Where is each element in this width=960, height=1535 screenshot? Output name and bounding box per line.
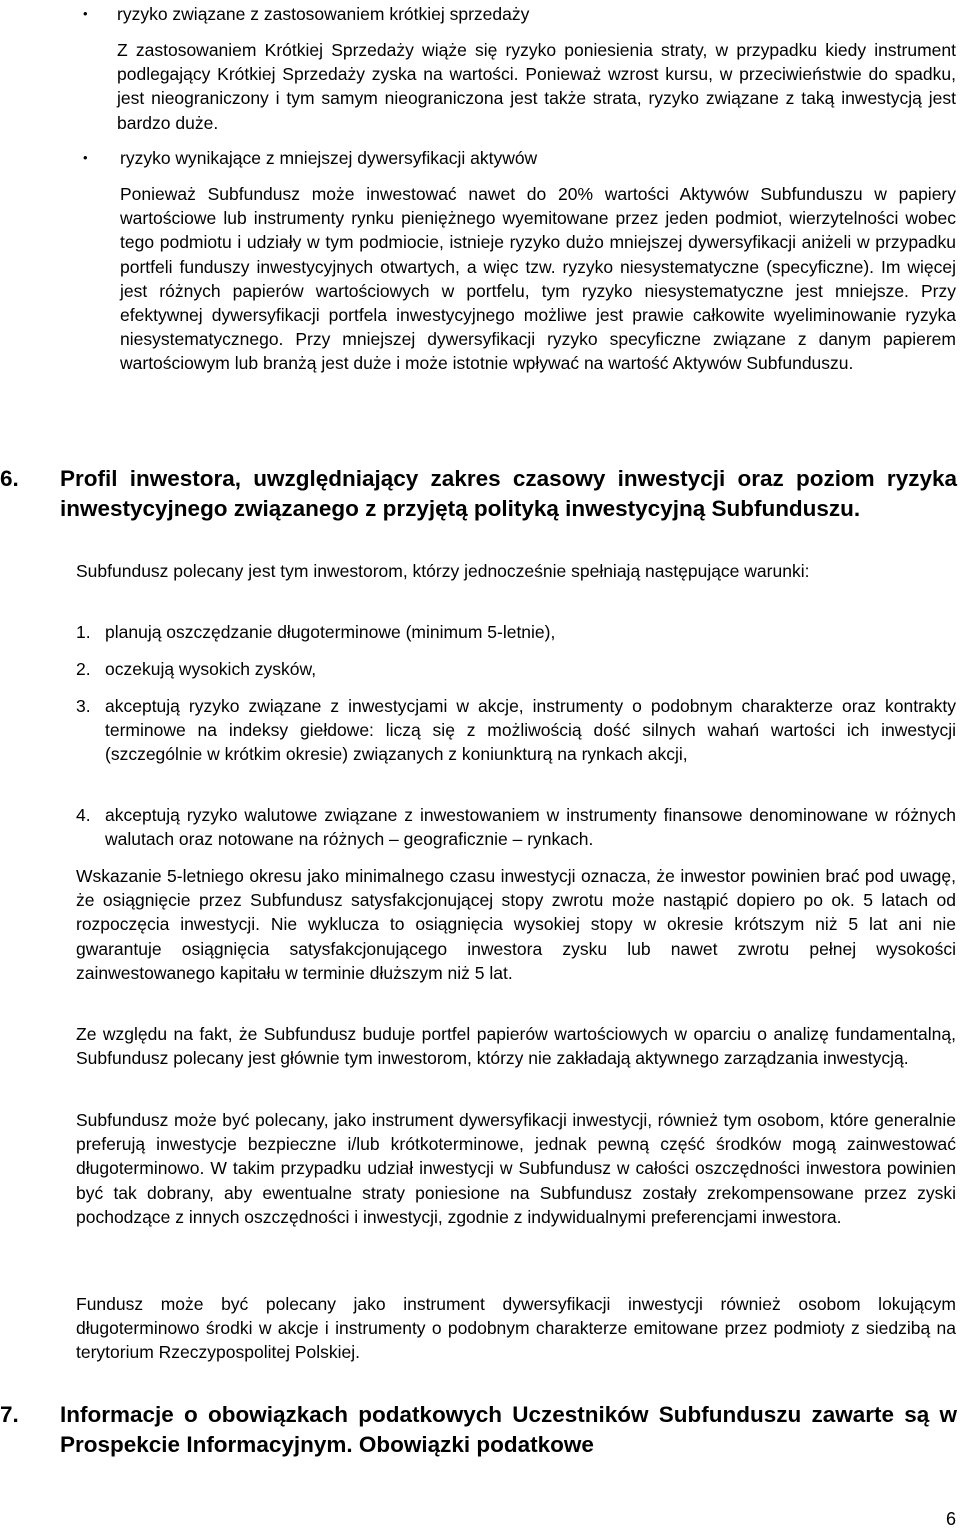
risk-description: Ponieważ Subfundusz może inwestować nawet do 20% wartości Aktywów Subfunduszu w papiery wartościowe lub instrumenty rynku pieniężnego wyemitowane przez jeden podmiot, wierzytelności wobec tego podmiotu i udziały w tym podmiocie, istnieje ryzyko dużo mniejszej dywersyfikacji aniżeli w przypadku portfeli funduszy inwestycyjnych otwartych, a więc tzw. ryzyko niesystematyczne (specyficzne). Im więcej jest różnych papierów wartościowych w portfelu, tym ryzyko niesystematyczne jest mniejsze. Przy efektywnej dywersyfikacji portfela inwestycyjnego możliwe jest prawie całkowite wyeliminowanie ryzyka niesystematycznego. Przy mniejszej dywersyfikacji ryzyko specyficzne związane z danym papierem wartościowym lub branżą jest duże i może istotnie wpływać na wartość Aktywów Subfunduszu. bbox=[120, 184, 956, 374]
list-number: 2. bbox=[76, 659, 91, 679]
section-title: Informacje o obowiązkach podatkowych Uczestników Subfunduszu zawarte są w Prospekcie Informacyjnym. Obowiązki podatkowe bbox=[60, 1402, 957, 1457]
list-number: 3. bbox=[76, 696, 91, 716]
section-number: 7. bbox=[0, 1402, 19, 1427]
section-number: 6. bbox=[0, 466, 19, 491]
paragraph: Ze względu na fakt, że Subfundusz buduje portfel papierów wartościowych w oparciu o analizę fundamentalną, Subfundusz polecany jest głównie tym inwestorom, którzy nie zakładają aktywnego zarządzania inwestycją. bbox=[76, 1024, 956, 1069]
list-text: oczekują wysokich zysków, bbox=[105, 659, 317, 679]
page-number: 6 bbox=[945, 1508, 956, 1529]
risk-title: ryzyko związane z zastosowaniem krótkiej sprzedaży bbox=[117, 4, 530, 24]
bullet-icon: • bbox=[83, 6, 88, 21]
list-number: 4. bbox=[76, 805, 91, 825]
list-text: akceptują ryzyko związane z inwestycjami w akcje, instrumenty o podobnym charakterze oraz kontrakty terminowe na indeksy giełdowe: liczą się z możliwością dość silnych wahań wartości ich inwestycji (szczególnie w krótkim okresie) związanych z koniunkturą na rynkach akcji, bbox=[105, 696, 956, 765]
list-number: 1. bbox=[76, 622, 91, 642]
list-text: planują oszczędzanie długoterminowe (minimum 5-letnie), bbox=[105, 622, 556, 642]
list-text: akceptują ryzyko walutowe związane z inwestowaniem w instrumenty finansowe denominowane w różnych walutach oraz notowane na różnych – geograficznie – rynkach. bbox=[105, 805, 956, 850]
paragraph: Fundusz może być polecany jako instrument dywersyfikacji inwestycji również osobom lokującym długoterminowo środki w akcje i instrumenty o podobnym charakterze emitowane przez podmioty z siedzibą na terytorium Rzeczypospolitej Polskiej. bbox=[76, 1294, 956, 1363]
paragraph: Wskazanie 5-letniego okresu jako minimalnego czasu inwestycji oznacza, że inwestor powinien brać pod uwagę, że osiągnięcie przez Subfundusz satysfakcjonującej stopy zwrotu może nastąpić dopiero po ok. 5 latach od rozpoczęcia inwestycji. Nie wyklucza to osiągnięcia wysokiej stopy w okresie krótszym niż 5 lat ani nie gwarantuje osiągnięcia satysfakcjonującego inwestora zysku lub nawet zwrotu pełnej wysokości zainwestowanego kapitału w terminie dłuższym niż 5 lat. bbox=[76, 866, 956, 983]
bullet-icon: • bbox=[83, 150, 88, 165]
paragraph: Subfundusz może być polecany, jako instrument dywersyfikacji inwestycji, również tym osobom, które generalnie preferują inwestycje bezpieczne i/lub krótkoterminowe, jednak pewną część środków mogą zainwestować długoterminowo. W takim przypadku udział inwestycji w Subfundusz w całości oszczędności inwestora powinien być tak dobrany, aby ewentualne straty poniesione na Subfundusz zostały zrekompensowane przez zyski pochodzące z innych oszczędności i inwestycji, zgodnie z indywidualnymi preferencjami inwestora. bbox=[76, 1110, 956, 1227]
risk-title: ryzyko wynikające z mniejszej dywersyfikacji aktywów bbox=[120, 148, 538, 168]
section-intro: Subfundusz polecany jest tym inwestorom, którzy jednocześnie spełniają następujące warunki: bbox=[76, 561, 810, 581]
risk-description: Z zastosowaniem Krótkiej Sprzedaży wiąże się ryzyko poniesienia straty, w przypadku kiedy instrument podlegający Krótkiej Sprzedaży zyska na wartości. Ponieważ wzrost kursu, w przeciwieństwie do spadku, jest nieograniczony i tym samym nieograniczona jest także strata, ryzyko związane z taką inwestycją jest bardzo duże. bbox=[117, 40, 956, 133]
section-title: Profil inwestora, uwzględniający zakres czasowy inwestycji oraz poziom ryzyka inwestycyjnego związanego z przyjętą polityką inwestycyjną Subfunduszu. bbox=[60, 466, 957, 521]
